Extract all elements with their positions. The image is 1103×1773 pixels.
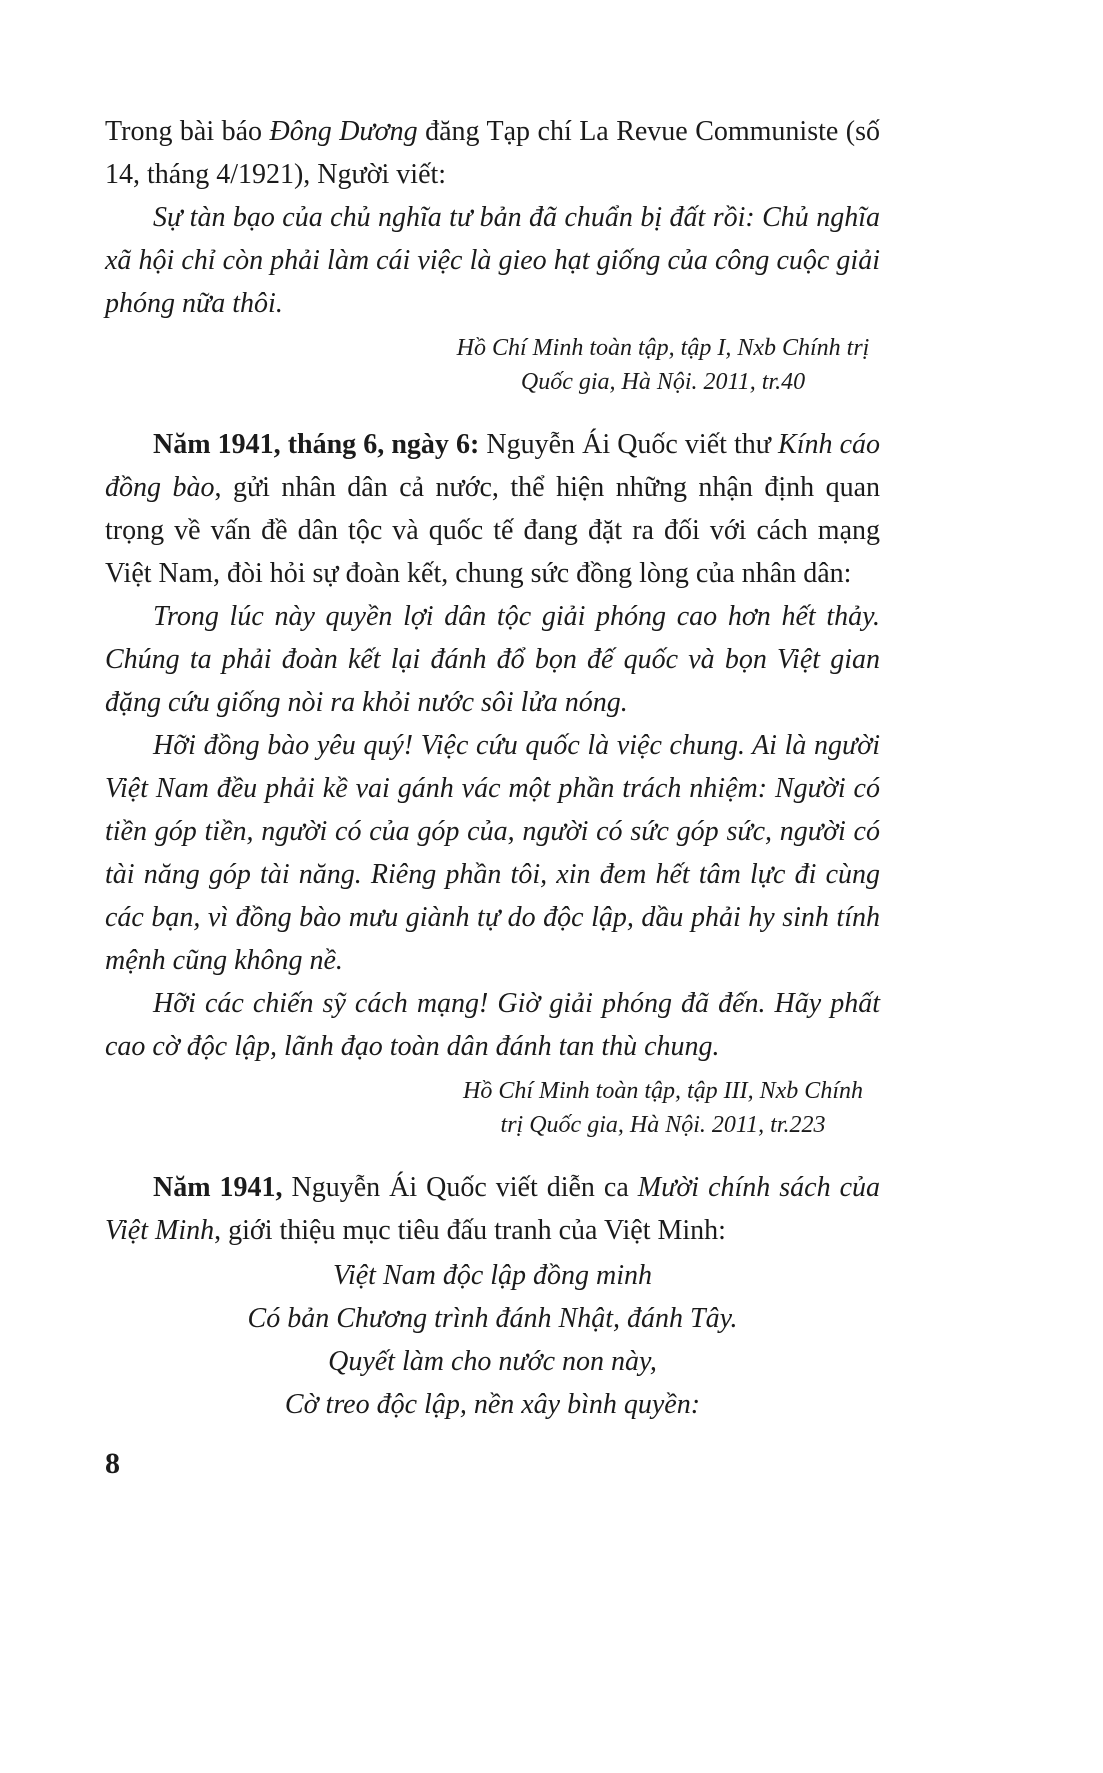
text-run: Trong bài báo bbox=[105, 116, 270, 147]
verse-line-3: Quyết làm cho nước non này, bbox=[328, 1346, 657, 1377]
quote-fighters: Hỡi các chiến sỹ cách mạng! Giờ giải phóng đã đến. Hãy phất cao cờ độc lập, lãnh đạo toàn dân đánh tan thù chung. bbox=[105, 988, 880, 1062]
citation-volume-1 bbox=[446, 331, 880, 399]
verse-vietminh-program bbox=[105, 1254, 880, 1426]
text-run: Đông Dương bbox=[269, 116, 418, 147]
citation-line-2: trị Quốc gia, Hà Nội. 2011, tr.223 bbox=[500, 1112, 826, 1138]
paragraph-1941-june bbox=[105, 423, 880, 595]
citation-line-1: Hồ Chí Minh toàn tập, tập I, Nxb Chính trị bbox=[456, 335, 870, 361]
text-run: Nguyễn Ái Quốc viết diễn ca bbox=[282, 1172, 638, 1203]
paragraph-1941-vietminh bbox=[105, 1166, 880, 1252]
verse-line-2: Có bản Chương trình đánh Nhật, đánh Tây. bbox=[247, 1303, 738, 1334]
quote-compatriots: Hỡi đồng bào yêu quý! Việc cứu quốc là việc chung. Ai là người Việt Nam đều phải kề vai gánh vác một phần trách nhiệm: Người có tiền góp tiền, người có của góp của, người có sức góp sức, người có tài năng góp tài năng. Riêng phần tôi, xin đem hết tâm lực đi cùng các bạn, vì đồng bào mưu giành tự do độc lập, dầu phải hy sinh tính mệnh cũng không nề. bbox=[105, 730, 880, 976]
quote-capitalism: Sự tàn bạo của chủ nghĩa tư bản đã chuẩn bị đất rồi: Chủ nghĩa xã hội chỉ còn phải làm cái việc là gieo hạt giống của công cuộc giải phóng nữa thôi. bbox=[105, 202, 880, 319]
citation-line-2: Quốc gia, Hà Nội. 2011, tr.40 bbox=[520, 369, 806, 395]
text-run: Năm 1941, bbox=[153, 1172, 283, 1203]
verse-line-1: Việt Nam độc lập đồng minh bbox=[332, 1260, 653, 1291]
quote-liberation-priority: Trong lúc này quyền lợi dân tộc giải phóng cao hơn hết thảy. Chúng ta phải đoàn kết lại đánh đổ bọn đế quốc và bọn Việt gian đặng cứu giống nòi ra khỏi nước sôi lửa nóng. bbox=[105, 601, 880, 718]
citation-line-1: Hồ Chí Minh toàn tập, tập III, Nxb Chính bbox=[463, 1078, 863, 1104]
paragraph-intro bbox=[105, 110, 880, 196]
text-run: đăng Tạp chí La Revue Communiste (số 14, tháng 4/1921), Người viết: bbox=[105, 116, 881, 190]
text-run: Kính cáo đồng bào bbox=[105, 429, 880, 503]
text-run: , giới thiệu mục tiêu đấu tranh của Việt Minh: bbox=[214, 1215, 726, 1246]
page-content bbox=[105, 110, 880, 1426]
page-number: 8 bbox=[105, 1447, 120, 1480]
citation-volume-3 bbox=[446, 1074, 880, 1142]
text-run: Nguyễn Ái Quốc viết thư bbox=[479, 429, 779, 460]
text-run: Mười chính sách của Việt Minh bbox=[105, 1172, 880, 1246]
verse-line-4: Cờ treo độc lập, nền xây bình quyền: bbox=[284, 1389, 701, 1420]
text-run: Năm 1941, tháng 6, ngày 6: bbox=[153, 429, 480, 460]
text-run: , gửi nhân dân cả nước, thể hiện những nhận định quan trọng về vấn đề dân tộc và quốc tế đang đặt ra đối với cách mạng Việt Nam, đòi hỏi sự đoàn kết, chung sức đồng lòng của nhân dân: bbox=[105, 472, 880, 589]
